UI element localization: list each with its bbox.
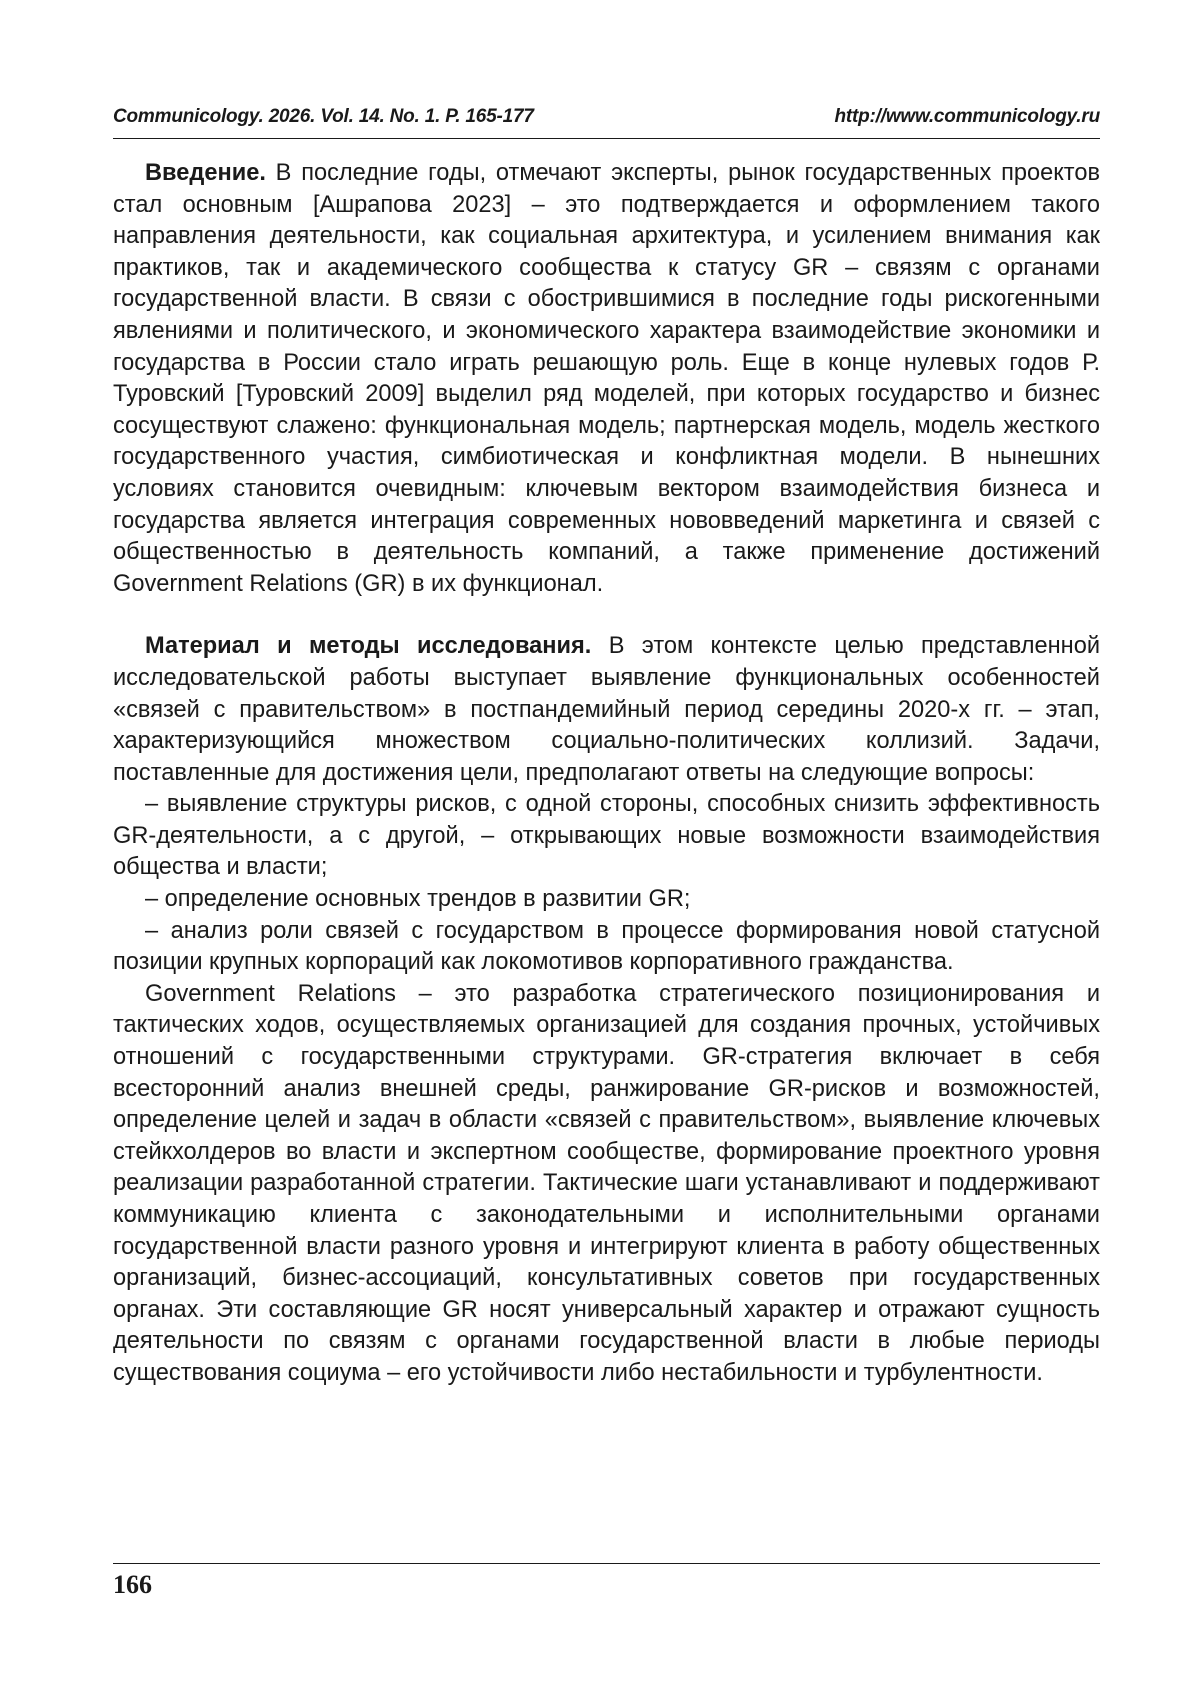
- page-number: 166: [113, 1570, 152, 1599]
- task-item-corporations: – анализ роли связей с государством в процессе формирования новой статусной позиции крупных корпораций как локомотивов корпоративного гражданства.: [113, 917, 1100, 976]
- intro-text: В последние годы, отмечают эксперты, рынок государственных проектов стал основным [Ашрапова 2023] – это подтверждается и оформлением такого направления деятельности, как социальная архитектура, и усилением внимания как практиков, так и академического сообщества к статусу GR – связям с органами государственной власти. В связи с обострившимися в последние годы рискогенными явлениями и политического, и экономического характера взаимодействие экономики и государства в России стало играть решающую роль. Еще в конце нулевых годов Р. Туровский [Туровский 2009] выделил ряд моделей, при которых государство и бизнес сосуществуют слажено: функциональная модель; партнерская модель, модель жесткого государственного участия, симбиотическая и конфликтная модели. В нынешних условиях становится очевидным: ключевым вектором взаимодействия бизнеса и государства является интеграция современных нововведений маркетинга и связей с общественностью в деятельность компаний, а также применение достижений Government Relations (GR) в их функционал.: [113, 160, 1100, 597]
- task-item-risks: – выявление структуры рисков, с одной стороны, способных снизить эффективность GR-деятельности, а с другой, – открывающих новые возможности взаимодействия общества и власти;: [113, 791, 1100, 881]
- methods-heading: Материал и методы исследования.: [145, 633, 592, 660]
- article-body: [113, 158, 1100, 1390]
- journal-reference: Communicology. 2026. Vol. 14. No. 1. P. 165-177: [113, 106, 534, 127]
- intro-paragraph: [113, 158, 1100, 600]
- journal-url: http://www.communicology.ru: [834, 106, 1100, 127]
- footer-divider: [113, 1563, 1100, 1564]
- methods-text: В этом контексте целью представленной исследовательской работы выступает выявление функциональных особенностей «связей с правительством» в постпандемийный период середины 2020-х гг. – этап, характеризующийся множеством социально-политических коллизий. Задачи, поставленные для достижения цели, предполагают ответы на следующие вопросы:: [113, 633, 1100, 786]
- running-header: [113, 104, 1100, 139]
- task-item-trends: – определение основных трендов в развитии GR;: [145, 886, 691, 913]
- methods-paragraph: [113, 631, 1100, 789]
- gr-definition-paragraph: Government Relations – это разработка стратегического позиционирования и тактических ходов, осуществляемых организацией для создания прочных, устойчивых отношений с государственными структурами. GR-стратегия включает в себя всесторонний анализ внешней среды, ранжирование GR-рисков и возможностей, определение целей и задач в области «связей с правительством», выявление ключевых стейкхолдеров во власти и экспертном сообществе, формирование проектного уровня реализации разработанной стратегии. Тактические шаги устанавливают и поддерживают коммуникацию клиента с законодательными и исполнительными органами государственной власти разного уровня и интегрируют клиента в работу общественных организаций, бизнес-ассоциаций, консультативных советов при государственных органах. Эти составляющие GR носят универсальный характер и отражают сущность деятельности по связям с органами государственной власти в любые периоды существования социума – его устойчивости либо нестабильности и турбулентности.: [113, 980, 1100, 1386]
- intro-heading: Введение.: [145, 160, 266, 186]
